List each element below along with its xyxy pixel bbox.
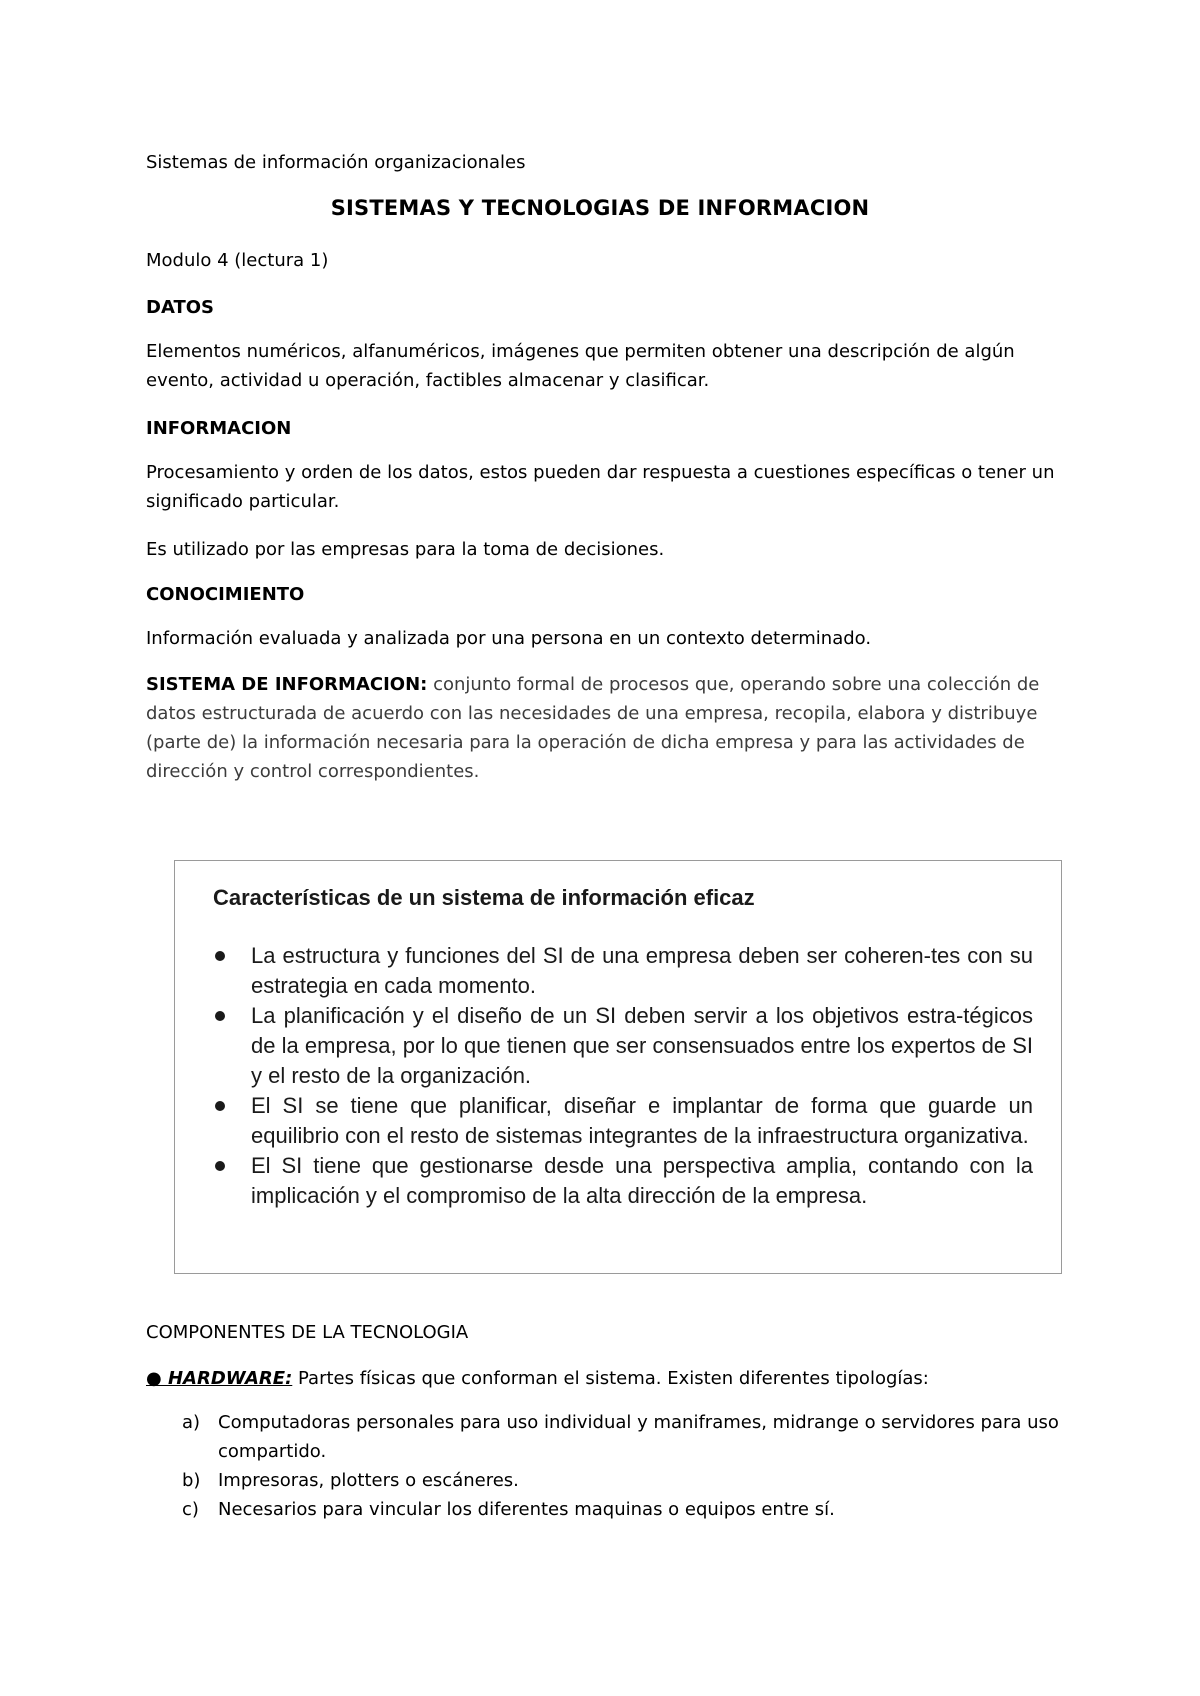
list-item-text: Impresoras, plotters o escáneres. xyxy=(218,1470,519,1491)
list-item xyxy=(146,1466,1076,1495)
list-item xyxy=(213,1151,1033,1211)
characteristics-title: Características de un sistema de información eficaz xyxy=(213,885,755,910)
module-label: Modulo 4 (lectura 1) xyxy=(146,250,329,271)
document-header: Sistemas de información organizacionales xyxy=(146,152,526,173)
section-text-datos: Elementos numéricos, alfanuméricos, imágenes que permiten obtener una descripción de algún evento, actividad u operación, factibles almacenar y clasificar. xyxy=(146,341,1015,391)
list-item-text: El SI se tiene que planificar, diseñar e implantar de forma que guarde un equilibrio con el resto de sistemas integrantes de la infraestructura organizativa. xyxy=(251,1093,1033,1148)
list-item-text: El SI tiene que gestionarse desde una perspectiva amplia, contando con la implicación y el compromiso de la alta dirección de la empresa. xyxy=(251,1153,1033,1208)
list-item xyxy=(213,1001,1033,1091)
list-item-text: Computadoras personales para uso individual y maniframes, midrange o servidores para uso compartido. xyxy=(218,1412,1059,1462)
componentes-heading: COMPONENTES DE LA TECNOLOGIA xyxy=(146,1322,469,1343)
list-item xyxy=(146,1408,1076,1466)
document-title: SISTEMAS Y TECNOLOGIAS DE INFORMACION xyxy=(330,196,870,220)
hardware-types-list xyxy=(146,1408,1076,1524)
bullet-icon xyxy=(215,1011,225,1021)
sistema-informacion-heading: SISTEMA DE INFORMACION: xyxy=(146,674,428,695)
list-item xyxy=(213,941,1033,1001)
section-heading-conocimiento: CONOCIMIENTO xyxy=(146,584,305,605)
list-item xyxy=(213,1091,1033,1151)
characteristics-figure xyxy=(174,860,1062,1274)
section-text-informacion-usage: Es utilizado por las empresas para la toma de decisiones. xyxy=(146,539,665,560)
list-item-text: La estructura y funciones del SI de una empresa deben ser coheren-tes con su estrategia en cada momento. xyxy=(251,943,1033,998)
characteristics-list xyxy=(213,941,1033,1211)
list-marker: b) xyxy=(182,1470,201,1491)
list-item-text: La planificación y el diseño de un SI deben servir a los objetivos estra-tégicos de la empresa, por lo que tienen que ser consensuados entre los expertos de SI y el resto de la organización. xyxy=(251,1003,1033,1088)
section-text-informacion: Procesamiento y orden de los datos, estos pueden dar respuesta a cuestiones específicas o tener un significado particular. xyxy=(146,462,1055,512)
list-item xyxy=(146,1495,1076,1524)
bullet-icon xyxy=(215,951,225,961)
list-marker: a) xyxy=(182,1412,201,1433)
hardware-line xyxy=(146,1364,1066,1393)
bullet-icon xyxy=(215,1161,225,1171)
hardware-label: ● HARDWARE: xyxy=(146,1368,293,1389)
section-heading-datos: DATOS xyxy=(146,297,215,318)
bullet-icon xyxy=(215,1101,225,1111)
list-marker: c) xyxy=(182,1499,199,1520)
sistema-informacion-definition xyxy=(146,670,1066,786)
hardware-text: Partes físicas que conforman el sistema. Existen diferentes tipologías: xyxy=(292,1368,929,1389)
sistema-informacion-text: conjunto formal de procesos que, operando sobre una colección de datos estructurada de acuerdo con las necesidades de una empresa, recopila, elabora y distribuye (parte de) la información necesaria para la operación de dicha empresa y para las actividades de dirección y control correspondientes. xyxy=(146,674,1040,782)
section-heading-informacion: INFORMACION xyxy=(146,418,292,439)
section-text-conocimiento: Información evaluada y analizada por una persona en un contexto determinado. xyxy=(146,628,872,649)
list-item-text: Necesarios para vincular los diferentes maquinas o equipos entre sí. xyxy=(218,1499,835,1520)
